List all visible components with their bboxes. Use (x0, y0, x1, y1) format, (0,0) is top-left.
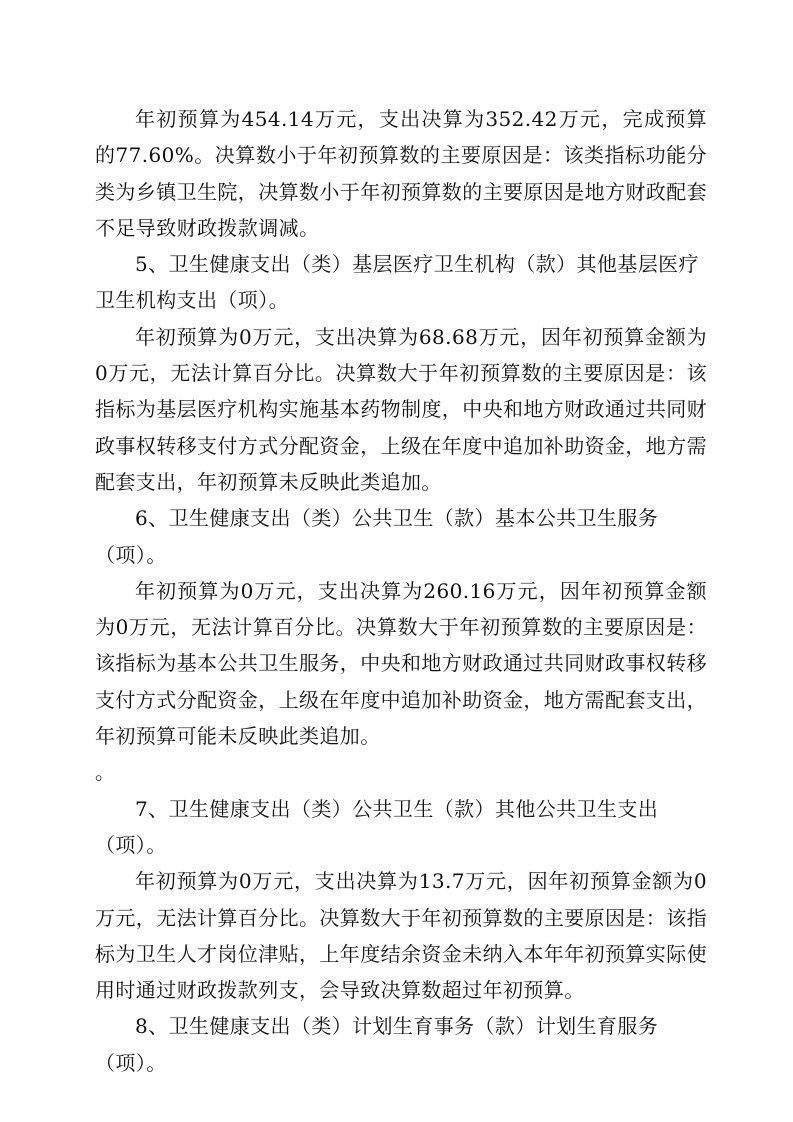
heading-item-8: 8、卫生健康支出（类）计划生育事务（款）计划生育服务（项）。 (95, 1014, 659, 1075)
paragraph-item-7-detail: 年初预算为0万元，支出决算为13.7万元，因年初预算金额为0万元，无法计算百分比。决算数大于年初预算数的主要原因是：该指标为卫生人才岗位津贴，上年度结余资金未纳入本年年初预算实际使用时通过财政拨款列支，会导致决算数超过年初预算。 (95, 869, 707, 1003)
heading-item-7: 7、卫生健康支出（类）公共卫生（款）其他公共卫生支出（项）。 (95, 796, 659, 857)
heading-item-6: 6、卫生健康支出（类）公共卫生（款）基本公共卫生服务（项）。 (95, 506, 659, 567)
document-page (95, 101, 707, 1081)
paragraph-item-6-detail: 年初预算为0万元，支出决算为260.16万元，因年初预算金额为0万元，无法计算百分比。决算数大于年初预算数的主要原因是：该指标为基本公共卫生服务，中央和地方财政通过共同财政事权转移支付方式分配资金，上级在年度中追加补助资金，地方需配套支出，年初预算可能未反映此类追加。 (95, 578, 707, 749)
paragraph-item-5-detail: 年初预算为0万元，支出决算为68.68万元，因年初预算金额为0万元，无法计算百分比。决算数大于年初预算数的主要原因是：该指标为基层医疗机构实施基本药物制度，中央和地方财政通过共同财政事权转移支付方式分配资金，上级在年度中追加补助资金，地方需配套支出，年初预算未反映此类追加。 (95, 324, 707, 494)
paragraph-budget-township-hospital: 年初预算为454.14万元，支出决算为352.42万元，完成预算的77.60%。决算数小于年初预算数的主要原因是：该类指标功能分类为乡镇卫生院，决算数小于年初预算数的主要原因是地方财政配套不足导致财政拨款调减。 (95, 107, 707, 240)
heading-item-5: 5、卫生健康支出（类）基层医疗卫生机构（款）其他基层医疗卫生机构支出（项）。 (95, 252, 699, 313)
stray-period: 。 (95, 760, 115, 785)
